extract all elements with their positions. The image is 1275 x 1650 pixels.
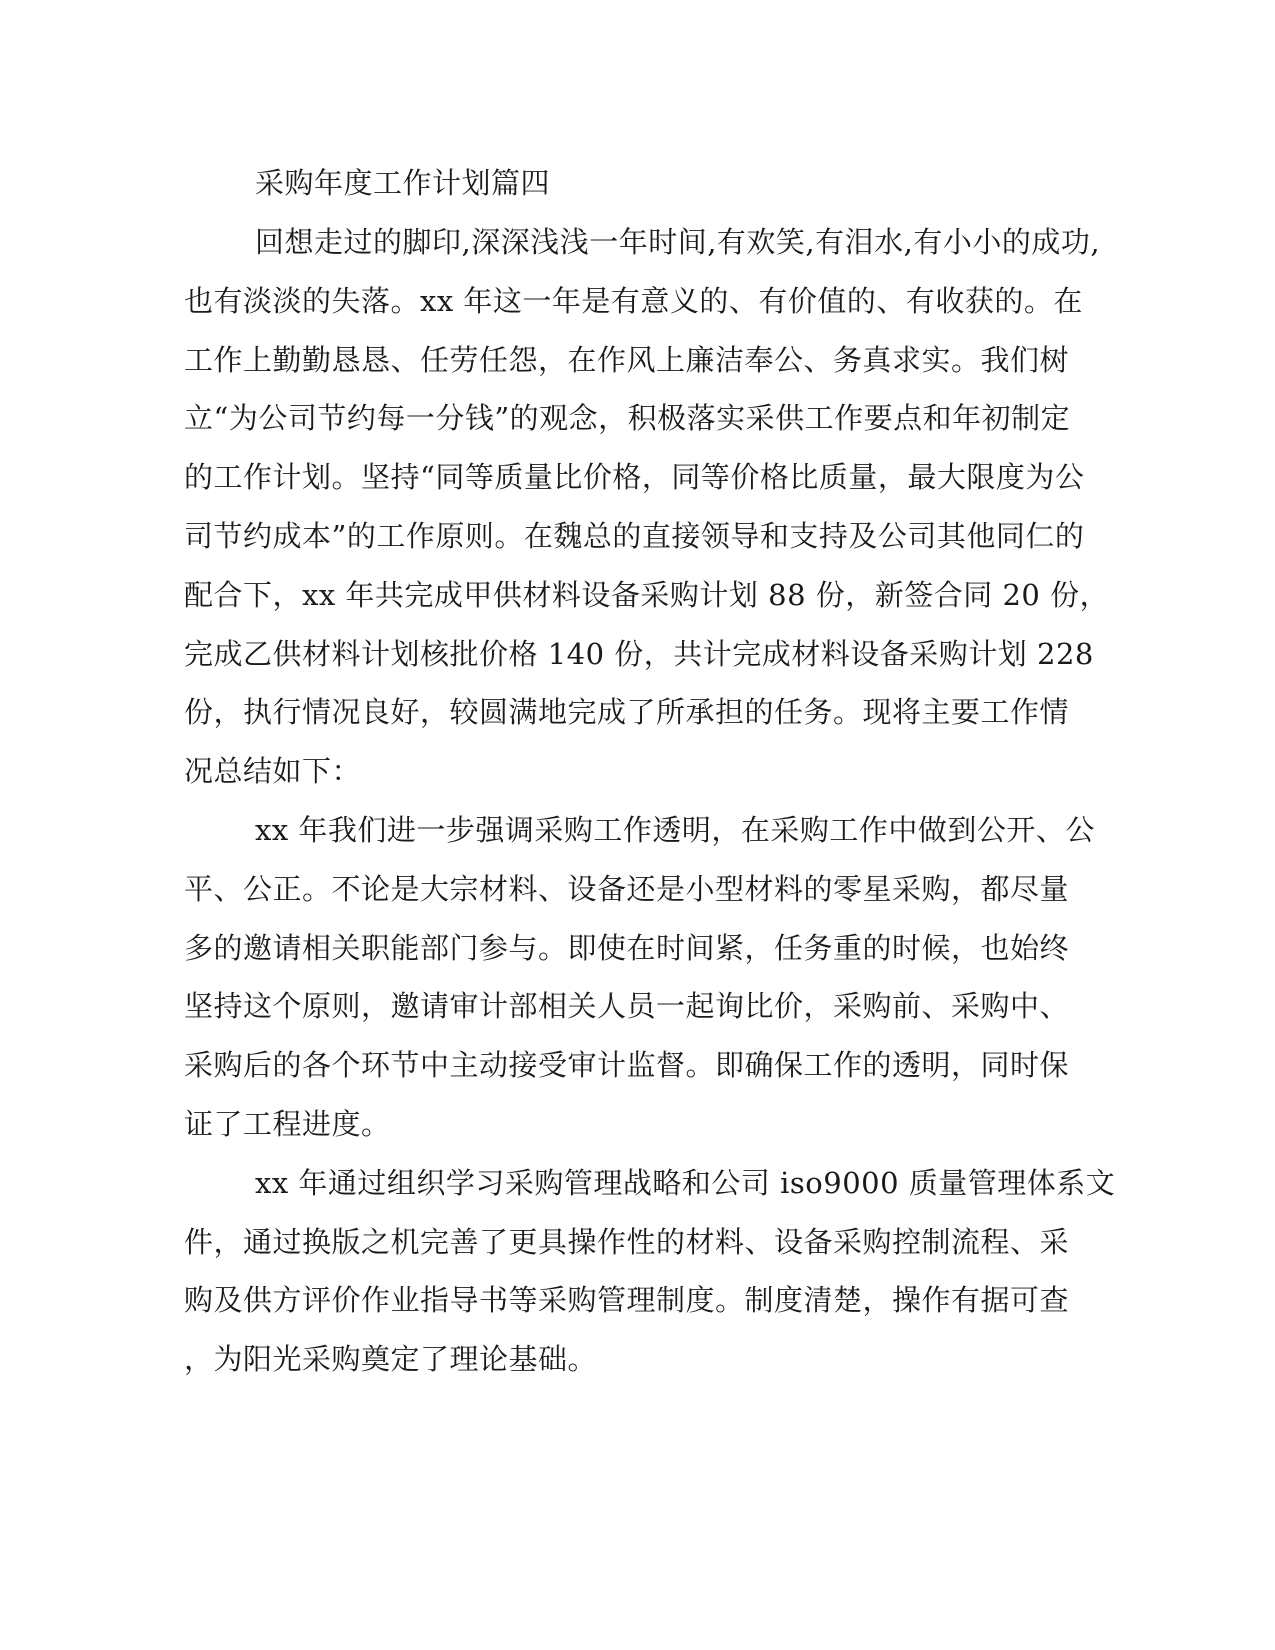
paragraph-line: 也有淡淡的失落。xx 年这一年是有意义的、有价值的、有收获的。在 <box>184 284 1083 318</box>
paragraph-line: 购及供方评价作业指导书等采购管理制度。制度清楚，操作有据可查 <box>184 1283 1070 1317</box>
paragraph-line: 工作上勤勤恳恳、任劳任怨，在作风上廉洁奉公、务真求实。我们树 <box>184 343 1070 377</box>
paragraph-line: xx 年我们进一步强调采购工作透明，在采购工作中做到公开、公 <box>255 813 1095 847</box>
paragraph-line: 件，通过换版之机完善了更具操作性的材料、设备采购控制流程、采 <box>184 1225 1070 1259</box>
paragraph-line: 份，执行情况良好，较圆满地完成了所承担的任务。现将主要工作情 <box>184 695 1070 729</box>
paragraph-line: 平、公正。不论是大宗材料、设备还是小型材料的零星采购，都尽量 <box>184 872 1070 906</box>
paragraph-line: 配合下，xx 年共完成甲供材料设备采购计划 88 份，新签合同 20 份， <box>184 578 1110 612</box>
paragraph-line: 的工作计划。坚持“同等质量比价格，同等价格比质量，最大限度为公 <box>184 460 1085 494</box>
document-title: 采购年度工作计划篇四 <box>255 166 551 200</box>
paragraph-line: 立“为公司节约每一分钱”的观念，积极落实采供工作要点和年初制定 <box>184 401 1071 435</box>
paragraph-line: 况总结如下： <box>184 754 362 788</box>
paragraph-line: 坚持这个原则，邀请审计部相关人员一起询比价，采购前、采购中、 <box>184 989 1070 1023</box>
paragraph-line: 回想走过的脚印,深深浅浅一年时间,有欢笑,有泪水,有小小的成功, <box>255 225 1101 259</box>
paragraph-line: 完成乙供材料计划核批价格 140 份，共计完成材料设备采购计划 228 <box>184 637 1094 671</box>
paragraph-line: 采购后的各个环节中主动接受审计监督。即确保工作的透明，同时保 <box>184 1048 1070 1082</box>
paragraph-line: 多的邀请相关职能部门参与。即使在时间紧，任务重的时候，也始终 <box>184 931 1070 965</box>
paragraph-line: ，为阳光采购奠定了理论基础。 <box>184 1342 598 1376</box>
paragraph-line: 证了工程进度。 <box>184 1107 391 1141</box>
paragraph-line: xx 年通过组织学习采购管理战略和公司 iso9000 质量管理体系文 <box>255 1166 1116 1200</box>
paragraph-line: 司节约成本”的工作原则。在魏总的直接领导和支持及公司其他同仁的 <box>184 519 1085 553</box>
